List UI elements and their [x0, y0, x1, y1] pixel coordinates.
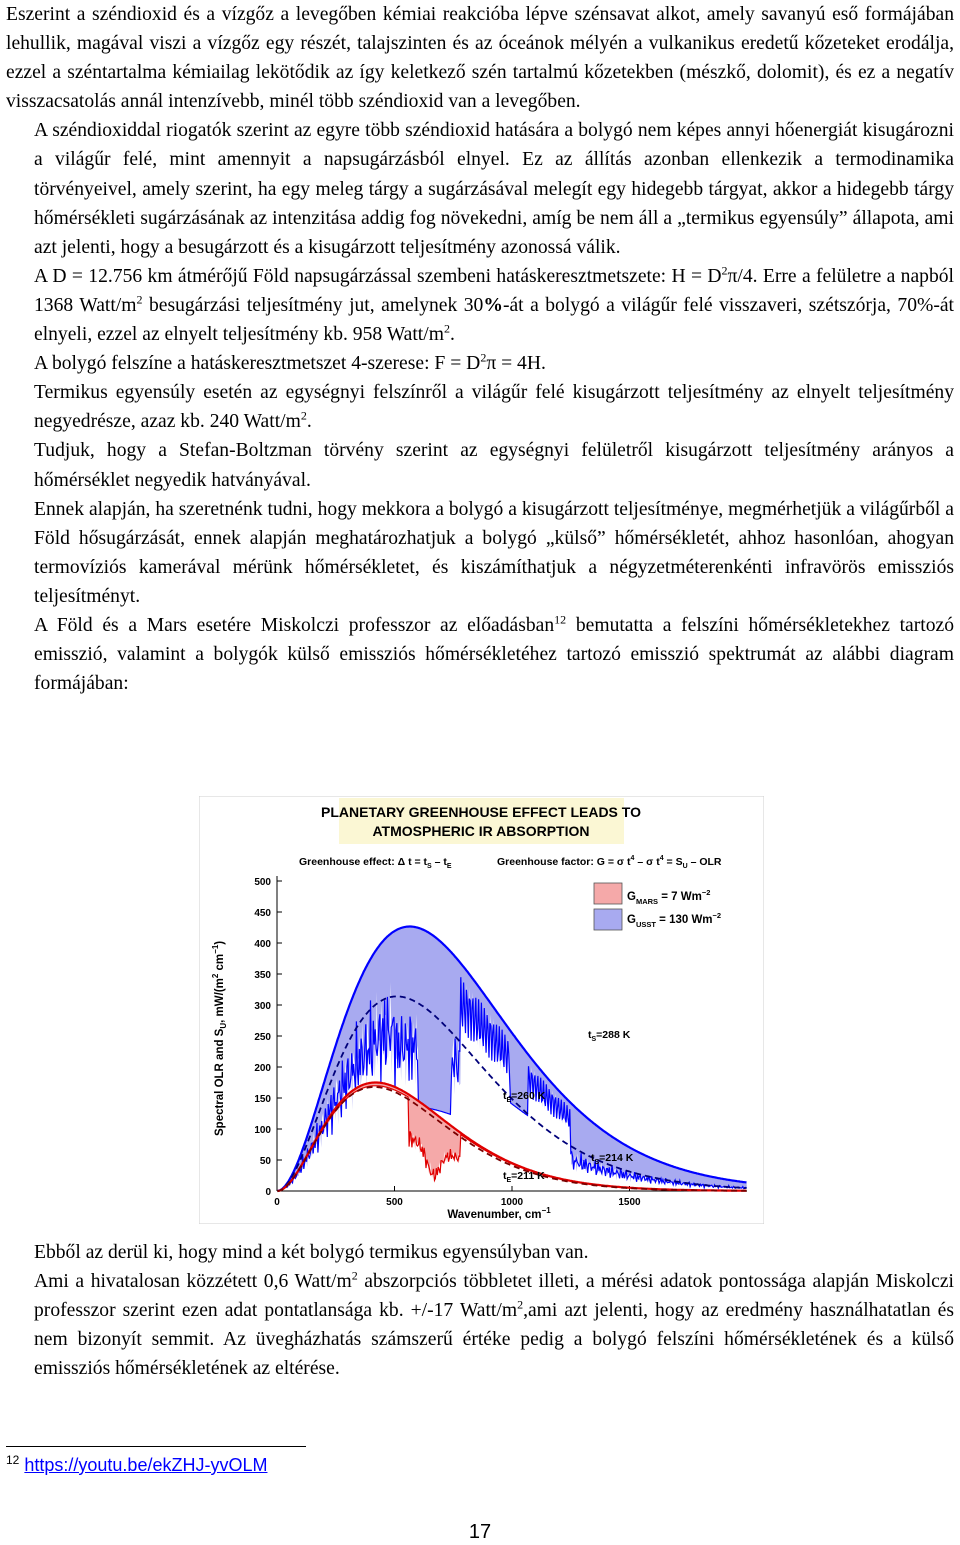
paragraph-1: Eszerint a széndioxid és a vízgőz a levegőben kémiai reakcióba lépve szénsavat alkot, amely savanyú eső formájában lehullik, magával viszi a vízgőz egy részét, talajszinten és az óceánok mélyén a vulkanikus eredetű kőzeteket erodálja, ezzel a széntartalma kémiailag lekötődik az így keletkező szén tartalmú kőzetekben (mészkő, dolomit), és ez a negatív visszacsatolás annál intenzívebb, minél több széndioxid van a levegőben. [6, 4, 954, 113]
greenhouse-effect-label: Greenhouse effect: Δ $t = t_S - t_E$ [299, 856, 452, 870]
y-axis-label: Spectral OLR and $S_U$, $mW/(m^2$ $cm^{-1}$) [211, 940, 228, 1136]
y-tick-label: 200 [254, 1063, 271, 1074]
paragraph-6: Tudjuk, hogy a Stefan-Boltzman törvény szerint az egységnyi felületről kisugárzott teljesítmény arányos a hőmérséklet negyedik hatványával. [34, 440, 954, 491]
legend-swatch-mars [594, 883, 622, 904]
spectrum-figure [199, 796, 764, 1224]
y-tick-label: 300 [254, 1001, 271, 1012]
x-tick-label: 1000 [500, 1197, 524, 1208]
y-tick-label: 150 [254, 1094, 271, 1105]
x-tick-label: 0 [274, 1197, 280, 1208]
paragraph-5: Termikus egyensúly esetén az egységnyi felszínről a világűr felé kisugárzott teljesítmény az elnyelt teljesítmény negyedrésze, azaz kb. 240 Watt/$m^2$. [34, 382, 954, 433]
paragraph-2: A széndioxiddal riogatók szerint az egyre több széndioxid hatására a bolygó nem képes annyi hőenergiát kisugározni a világűr felé, mint amennyit a napsugárzásból elnyel. Ez az állítás azonban ellenkezik a termodinamika törvényeivel, amely szerint, ha egy meleg tárgy a sugárzásával melegít egy hidegebb tárgyat, akkor a hidegebb tárgy hőmérsékleti sugárzásának az intenzitása addig fog növekedni, amíg be nem áll a „termikus egyensúly” állapota, ami azt jelenti, hogy a besugárzott és a kisugárzott teljesítmény azonossá válik. [34, 120, 954, 258]
y-tick-label: 50 [259, 1156, 271, 1167]
body-text-top [6, 0, 954, 698]
y-tick-label: 400 [254, 939, 271, 950]
x-axis-label: Wavenumber, $cm^{-1}$ [447, 1206, 551, 1221]
paragraph-8: A Föld és a Mars esetére Miskolczi professzor az előadásban$^{12}$ bemutatta a felszíni hőmérsékletekhez tartozó emisszió, valamint a bolygók külső emissziós hőmérsékletéhez tartozó emisszió spektrumát az alábbi diagram formájában: [34, 612, 954, 695]
footnote-rule [6, 1446, 306, 1447]
paragraph-9: Ebből az derül ki, hogy mind a két bolygó termikus egyensúlyban van. [34, 1242, 589, 1263]
paragraph-10: Ami a hivatalosan közzétett 0,6 Watt/$m^2$ abszorpciós többletet illeti, a mérési adatok pontossága alapján Miskolczi professzor szerint ezen adat pontatlansága kb. +/-17 Watt/$m^2,ami$ azt jelenti, hogy az eredmény használhatatlan és nem bizonyít semmit. Az üvegházhatás számszerű értéke pedig a bolygó felszíni hőmérsékletének és a külső emissziós hőmérsékletének az eltérése. [34, 1268, 954, 1380]
y-tick-label: 500 [254, 877, 271, 888]
footnote [6, 1455, 267, 1476]
y-tick-label: 100 [254, 1125, 271, 1136]
paragraph-7: Ennek alapján, ha szeretnénk tudni, hogy mekkora a bolygó a kisugárzott teljesítménye, megmérhetjük a világűrből a Föld hősugárzását, ennek alapján meghatározhatjuk a bolygó „külső” hőmérsékletét, ahhoz hasonlóan, ahogyan termovíziós kamerával mérünk hőmérsékletet, és kiszámíthatjuk a négyzetméterenkénti infravörös emissziós teljesítményt. [34, 498, 954, 607]
body-text-bottom [6, 1238, 954, 1383]
figure-title-1: PLANETARY GREENHOUSE EFFECT LEADS TO [321, 804, 641, 820]
legend-swatch-earth [594, 909, 622, 930]
page-number: 17 [468, 1521, 492, 1543]
x-tick-label: 500 [386, 1197, 403, 1208]
mars-te-label: $t_E=211$ K [503, 1170, 545, 1184]
x-tick-label: 1500 [618, 1197, 641, 1208]
legend-earth: $G_{USST} = 130$ $Wm^{-2}$ [627, 911, 722, 929]
footnote-ref: 12 [554, 612, 567, 627]
footnote-link[interactable]: https://youtu.be/ekZHJ-yvOLM [24, 1455, 268, 1475]
paragraph-3: A D = 12.756 km átmérőjű Föld napsugárzással szembeni hatáskeresztmetszete: $H = D^2\pi/4$. Erre a felületre a napból 1368 Watt/$m^2$ besugárzási teljesítmény jut, amelynek 30%-át a bolygó a világűr felé visszaveri, szétszórja, 70%-át elnyeli, ezzel az elnyelt teljesítmény kb. 958 Watt/$m^2$. [34, 263, 954, 346]
greenhouse-factor-label: Greenhouse factor: G = σ $t^4$ – σ $t^4 = S_U$ – OLR [497, 855, 722, 870]
y-tick-label: 250 [254, 1032, 271, 1043]
y-tick-label: 450 [254, 908, 271, 919]
mars-ts-label: $t_S=214$ K [591, 1152, 634, 1166]
earth-ts-label: $t_S=288$ K [588, 1029, 631, 1043]
spectrum-chart [199, 796, 764, 1224]
legend-mars: $G_{MARS} = 7$ $Wm^{-2}$ [627, 888, 711, 906]
footnote-number: 12 [6, 1453, 20, 1467]
paragraph-4: A bolygó felszíne a hatáskeresztmetszet 4-szerese: $F = D^2\pi = 4H$. [34, 350, 546, 375]
y-tick-label: 0 [265, 1187, 271, 1198]
figure-title-2: ATMOSPHERIC IR ABSORPTION [372, 823, 590, 839]
earth-te-label: $t_E=260$ K [503, 1090, 546, 1104]
y-tick-label: 350 [254, 970, 271, 981]
